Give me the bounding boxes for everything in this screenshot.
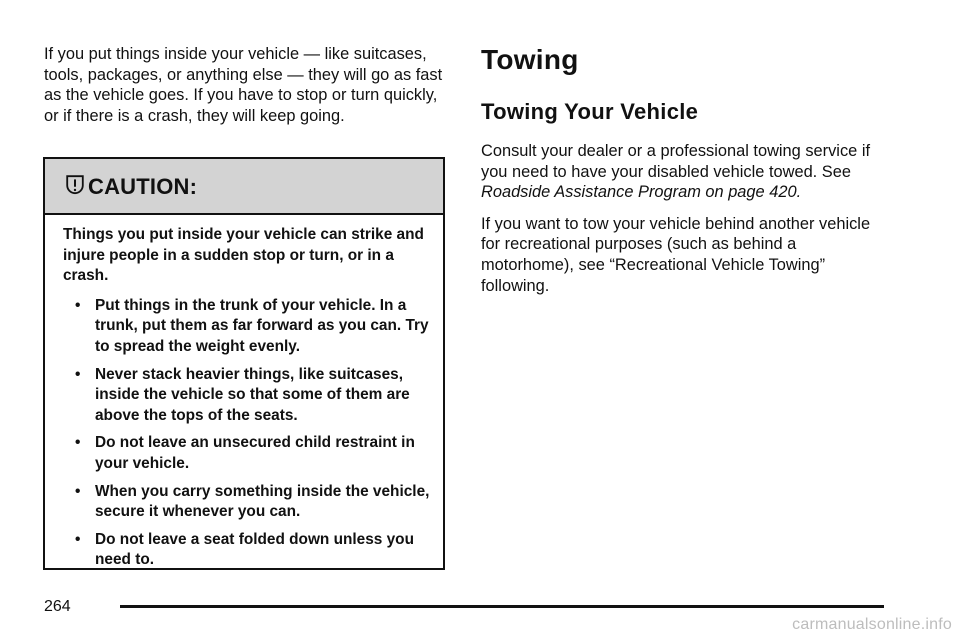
caution-item — [63, 296, 435, 358]
footer-rule — [120, 605, 884, 608]
towing-paragraph-prefix: Consult your dealer or a professional towing service if you need to have your disabled vehicle towed. See — [481, 142, 871, 181]
subsection-title: Towing Your Vehicle — [481, 99, 699, 124]
caution-item-text: Never stack heavier things, like suitcases, inside the vehicle so that some of them are above the tops of the seats. — [95, 365, 410, 424]
caution-box — [43, 157, 445, 570]
caution-item-text: When you carry something inside the vehicle, secure it whenever you can. — [95, 482, 430, 521]
right-column — [481, 42, 891, 296]
towing-paragraph-suffix: . — [796, 183, 802, 202]
towing-paragraph — [481, 141, 891, 203]
bullet-icon: • — [75, 482, 81, 500]
caution-item — [63, 365, 435, 427]
bullet-icon: • — [75, 434, 81, 452]
caution-item-text: Do not leave an unsecured child restraint in your vehicle. — [95, 434, 415, 472]
page-number: 264 — [44, 598, 71, 615]
caution-intro: Things you put inside your vehicle can strike and injure people in a sudden stop or turn, or in a crash. — [63, 226, 424, 285]
page-footer — [44, 596, 886, 620]
caution-item — [63, 530, 435, 571]
left-column — [44, 44, 448, 126]
caution-item — [63, 433, 435, 474]
caution-item-text: Do not leave a seat folded down unless you need to. — [95, 530, 414, 569]
caution-item — [63, 482, 435, 523]
bullet-icon: • — [75, 365, 81, 383]
caution-symbol-icon — [64, 173, 86, 195]
roadside-assistance-reference: Roadside Assistance Program on page 420 — [481, 183, 797, 202]
caution-body — [63, 225, 435, 571]
watermark: carmanualsonline.info — [792, 616, 952, 633]
caution-item-text: Put things in the trunk of your vehicle. In a trunk, put them as far forward as you can. Try to spread the weight evenly. — [95, 296, 429, 355]
recreational-towing-paragraph: If you want to tow your vehicle behind another vehicle for recreational purposes (such as behind a motorhome), see “Recreational Vehicle Towing” following. — [481, 214, 871, 295]
section-title: Towing — [481, 44, 579, 75]
caution-header — [45, 159, 443, 215]
intro-paragraph: If you put things inside your vehicle — like suitcases, tools, packages, or anything else — they will go as fast as the vehicle goes. If you have to stop or turn quickly, or if there is a crash, they will keep going. — [44, 45, 443, 125]
bullet-icon: • — [75, 530, 81, 548]
bullet-icon: • — [75, 296, 81, 314]
caution-title: CAUTION: — [88, 174, 198, 199]
caution-list — [63, 296, 435, 571]
